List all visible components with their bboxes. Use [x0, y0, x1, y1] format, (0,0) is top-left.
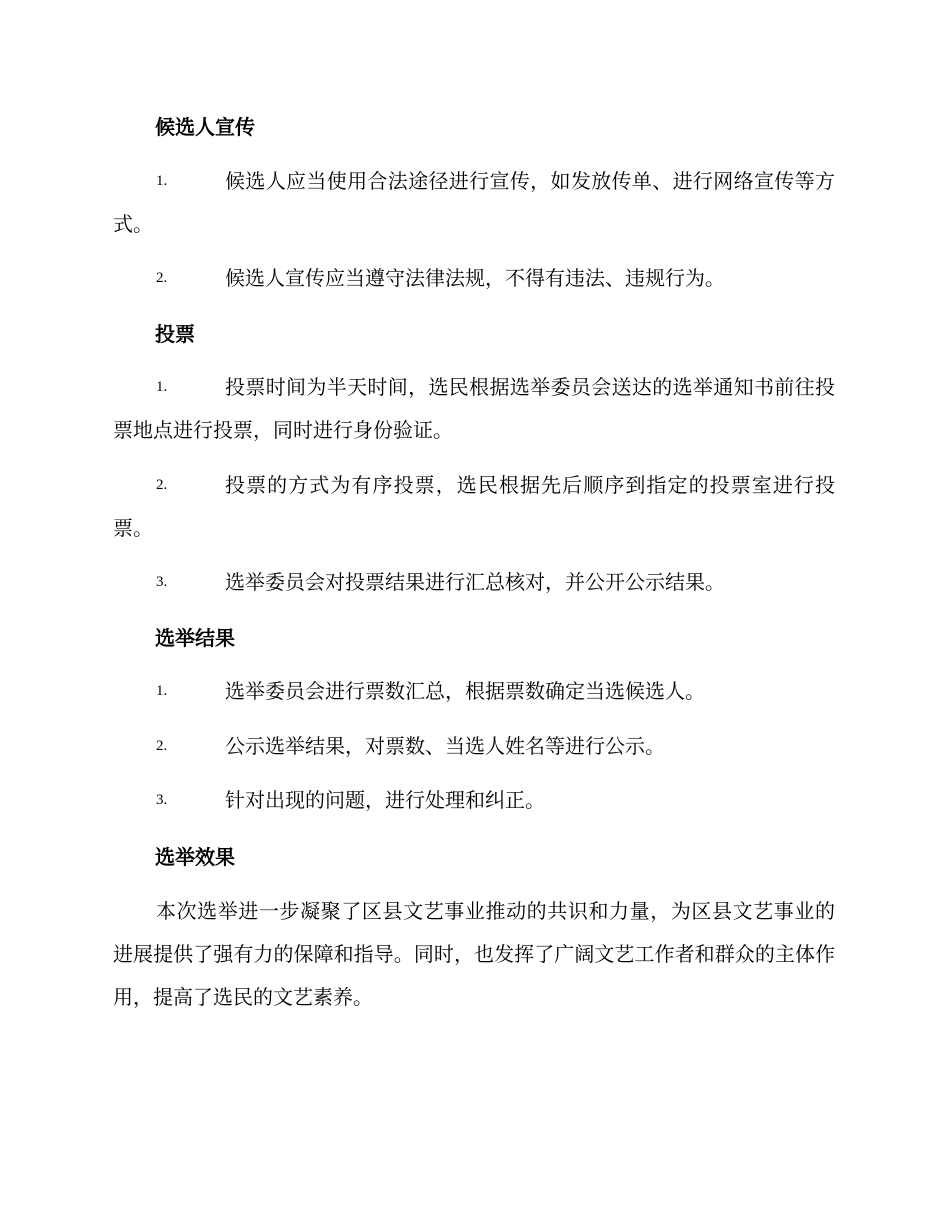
- list-item-number: 2.: [156, 738, 168, 754]
- list-item: [113, 779, 835, 822]
- list-item: [113, 366, 835, 452]
- list-item-text: 候选人应当使用合法途径进行宣传，如发放传单、进行网络宣传等方式。: [113, 169, 835, 236]
- list-item: [113, 160, 835, 246]
- list-item-text: 投票的方式为有序投票，选民根据先后顺序到指定的投票室进行投票。: [113, 473, 835, 540]
- body-paragraph: 本次选举进一步凝聚了区县文艺事业推动的共识和力量，为区县文艺事业的进展提供了强有力的保障和指导。同时，也发挥了广阔文艺工作者和群众的主体作用，提高了选民的文艺素养。: [113, 899, 835, 1009]
- section-heading-candidate-publicity: 候选人宣传: [155, 115, 255, 139]
- list-item: [113, 670, 835, 713]
- list-item-number: 1.: [156, 683, 168, 699]
- list-item-text: 选举委员会进行票数汇总，根据票数确定当选候选人。: [225, 679, 705, 703]
- section-heading-election-results: 选举结果: [155, 626, 235, 650]
- list-item-number: 2.: [156, 477, 168, 493]
- list-item-number: 1.: [156, 173, 168, 189]
- list-item-text: 投票时间为半天时间，选民根据选举委员会送达的选举通知书前往投票地点进行投票，同时进行身份验证。: [113, 375, 835, 442]
- list-item-text: 公示选举结果，对票数、当选人姓名等进行公示。: [225, 734, 665, 758]
- section-heading-election-effect: 选举效果: [155, 845, 235, 869]
- list-item-number: 2.: [156, 270, 168, 286]
- list-item: [113, 464, 835, 550]
- list-item: [113, 561, 835, 604]
- list-item: [113, 257, 835, 300]
- section-heading-voting: 投票: [155, 322, 195, 346]
- list-item-number: 3.: [156, 574, 168, 590]
- list-item: [113, 725, 835, 768]
- list-item-text: 选举委员会对投票结果进行汇总核对，并公开公示结果。: [225, 570, 725, 594]
- list-item-number: 3.: [156, 792, 168, 808]
- list-item-text: 候选人宣传应当遵守法律法规，不得有违法、违规行为。: [225, 266, 725, 290]
- list-item-number: 1.: [156, 379, 168, 395]
- list-item-text: 针对出现的问题，进行处理和纠正。: [225, 788, 545, 812]
